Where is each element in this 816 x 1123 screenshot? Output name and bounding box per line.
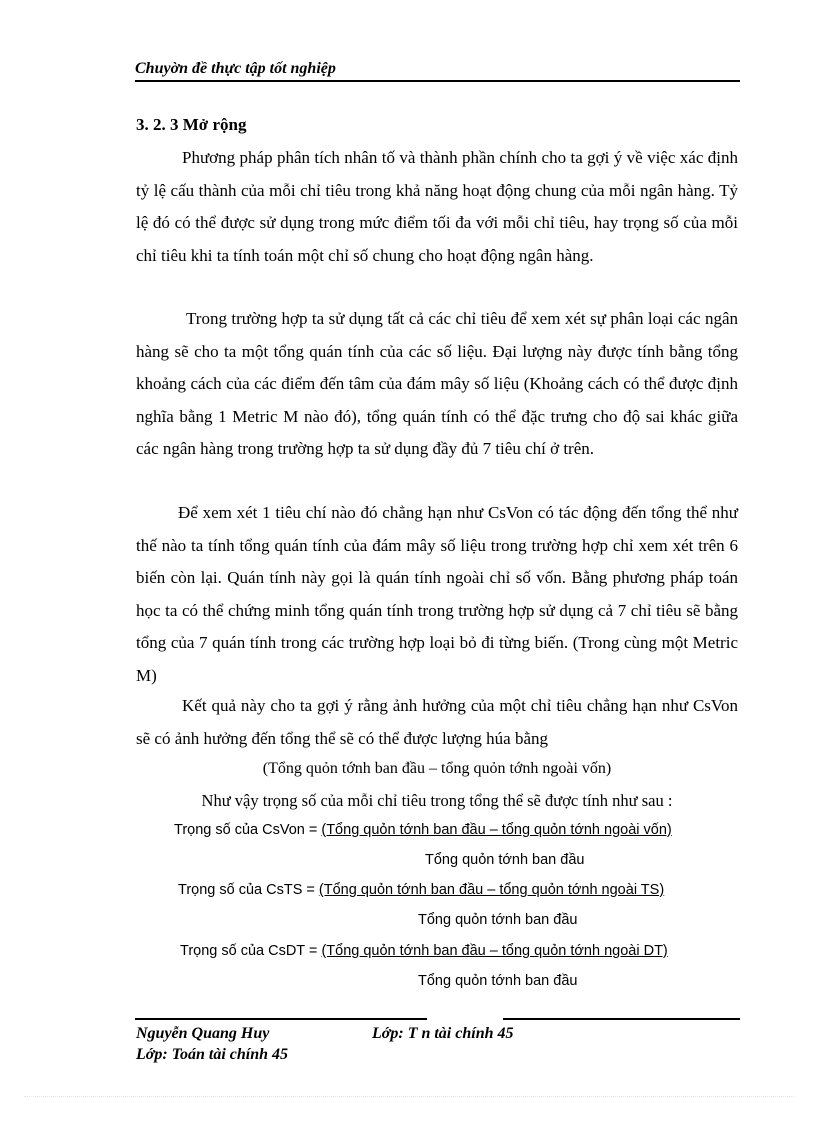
formula-csdt-numerator: (Tổng quỏn tớnh ban đầu – tổng quỏn tớnh ngoài DT)	[321, 943, 668, 959]
footer-author-name: Nguyễn Quang Huy	[136, 1025, 270, 1042]
formula-csts-lhs: Trọng số của CsTS =	[178, 882, 319, 898]
formula-csdt-lhs: Trọng số của CsDT =	[180, 943, 322, 959]
paragraph-1	[136, 142, 738, 272]
footer-class-label: Lớp: T n tài chính 45	[372, 1025, 514, 1042]
formula-main: (Tổng quỏn tớnh ban đầu – tổng quỏn tớnh ngoài vốn)	[262, 760, 612, 777]
formula-csdt-denominator: Tổng quỏn tớnh ban đầu	[418, 973, 578, 989]
page-bottom-divider	[24, 1096, 794, 1097]
paragraph-3-text: Để xem xét 1 tiêu chí nào đó chẳng hạn như CsVon có tác động đến tổng thể như thế nào ta tính tổng quán tính của đám mây số liệu trong trường hợp chỉ xem xét trên 6 biến còn lại. Quán tính này gọi là quán tính ngoài chỉ số vốn. Bằng phương pháp toán học ta có thể chứng minh tổng quán tính trong trường hợp sử dụng cả 7 chỉ tiêu sẽ bằng tổng của 7 quán tính trong các trường hợp loại bỏ đi từng biến. (Trong cùng một Metric M)	[136, 503, 738, 685]
formula-csts-numerator: (Tổng quỏn tớnh ban đầu – tổng quỏn tớnh ngoài TS)	[318, 882, 665, 898]
paragraph-4	[136, 690, 738, 755]
page-header	[135, 58, 740, 82]
paragraph-3	[136, 497, 738, 692]
section-title: 3. 2. 3 Mở rộng	[136, 115, 247, 134]
formula-csvon	[174, 822, 672, 838]
paragraph-2-text: Trong trường hợp ta sử dụng tất cả các chỉ tiêu để xem xét sự phân loại các ngân hàng sẽ cho ta một tổng quán tính của các số liệu. Đại lượng này được tính bằng tổng khoảng cách của các điểm đến tâm của đám mây số liệu (Khoảng cách có thể được định nghĩa bằng 1 Metric M nào đó), tổng quán tính có thể đặc trưng cho độ sai khác giữa các ngân hàng trong trường hợp ta sử dụng đầy đủ 7 tiêu chí ở trên.	[136, 309, 738, 458]
formula-csts-denominator: Tổng quỏn tớnh ban đầu	[418, 912, 578, 928]
formula-csvon-lhs: Trọng số của CsVon =	[174, 822, 322, 838]
footer-class-label-2: Lớp: Toán tài chính 45	[136, 1046, 289, 1063]
formula-csvon-denominator: Tổng quỏn tớnh ban đầu	[425, 852, 585, 868]
formula-csts	[178, 882, 664, 898]
paragraph-1-text: Phương pháp phân tích nhân tố và thành phần chính cho ta gợi ý về việc xác định tỷ lệ cấu thành của mỗi chỉ tiêu trong khả năng hoạt động chung của mỗi ngân hàng. Tỷ lệ đó có thể được sử dụng trong mức điểm tối đa với mỗi chỉ tiêu, hay trọng số của mỗi chỉ tiêu khi ta tính toán một chỉ số chung cho hoạt động ngân hàng.	[136, 148, 738, 265]
header-title: Chuyờn đề thực tập tốt nghiệp	[135, 60, 336, 77]
formula-csvon-numerator: (Tổng quỏn tớnh ban đầu – tổng quỏn tớnh ngoài vốn)	[321, 822, 672, 838]
footer-rule	[135, 1018, 740, 1020]
formula-intro: Như vậy trọng số của mỗi chỉ tiêu trong tổng thể sẽ được tính như sau :	[201, 791, 673, 810]
paragraph-2	[136, 303, 738, 466]
paragraph-4-text: Kết quả này cho ta gợi ý rằng ảnh hưởng của một chỉ tiêu chẳng hạn như CsVon sẽ có ảnh hưởng đến tổng thể sẽ có thể được lượng húa bằng	[136, 696, 738, 748]
formula-csdt	[180, 943, 668, 959]
